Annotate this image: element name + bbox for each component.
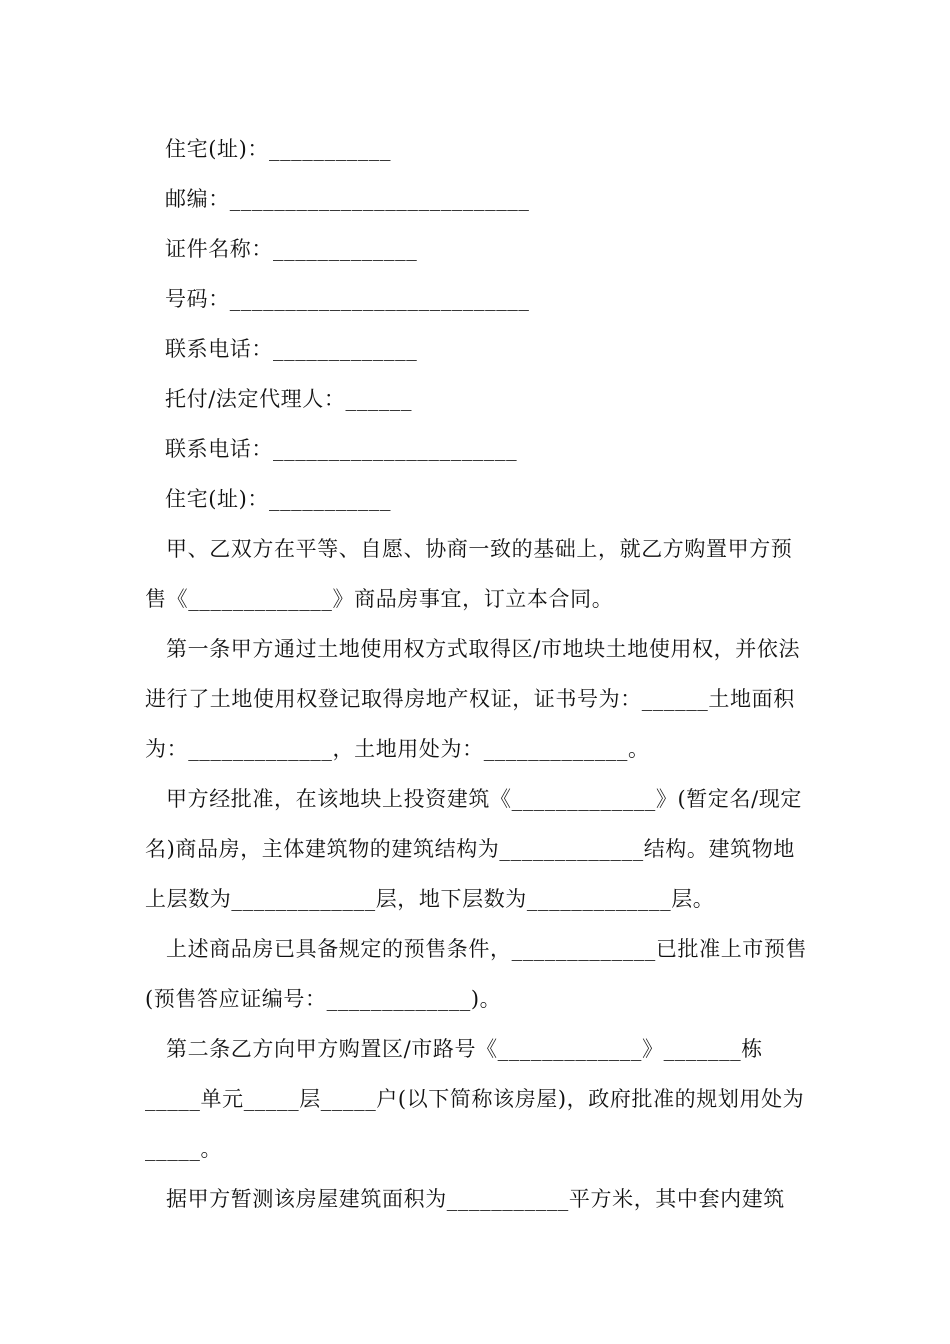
paragraph-article-1: [145, 624, 810, 774]
paragraph-article-1-text: 第一条甲方通过土地使用权方式取得区/市地块土地使用权，并依法进行了土地使用权登记取得房地产权证，证书号为：______土地面积为：_____________，土地用处为：_____________。: [145, 637, 801, 761]
paragraph-presale-text: 上述商品房已具备规定的预售条件，_____________已批准上市预售(预售答应证编号：_____________)。: [145, 937, 808, 1011]
paragraph-article-2: [145, 1024, 810, 1174]
field-address-1: 住宅(址)：___________: [165, 137, 392, 161]
field-phone-2: 联系电话：______________________: [165, 437, 518, 461]
paragraph-construction-text: 甲方经批准，在该地块上投资建筑《_____________》(暂定名/现定名)商品房，主体建筑物的建筑结构为_____________结构。建筑物地上层数为_____________层，地下层数为_____________层。: [145, 787, 802, 911]
field-id-number: 号码：___________________________: [165, 287, 530, 311]
field-address-2: 住宅(址)：___________: [165, 487, 392, 511]
paragraph-area: [145, 1174, 810, 1224]
paragraph-construction: [145, 774, 810, 924]
field-postcode: 邮编：___________________________: [165, 187, 530, 211]
paragraph-preamble: [145, 524, 810, 624]
paragraph-article-2-text: 第二条乙方向甲方购置区/市路号《_____________》_______栋_____单元_____层_____户(以下简称该房屋)，政府批准的规划用处为_____。: [145, 1037, 805, 1161]
paragraph-presale: [145, 924, 810, 1024]
field-phone-1: 联系电话：_____________: [165, 337, 418, 361]
paragraph-preamble-text: 甲、乙双方在平等、自愿、协商一致的基础上，就乙方购置甲方预售《_____________》商品房事宜，订立本合同。: [145, 537, 793, 611]
paragraph-area-text: 据甲方暂测该房屋建筑面积为___________平方米，其中套内建筑: [166, 1187, 785, 1211]
field-agent: 托付/法定代理人：______: [165, 387, 413, 411]
field-id-type: 证件名称：_____________: [165, 237, 418, 261]
